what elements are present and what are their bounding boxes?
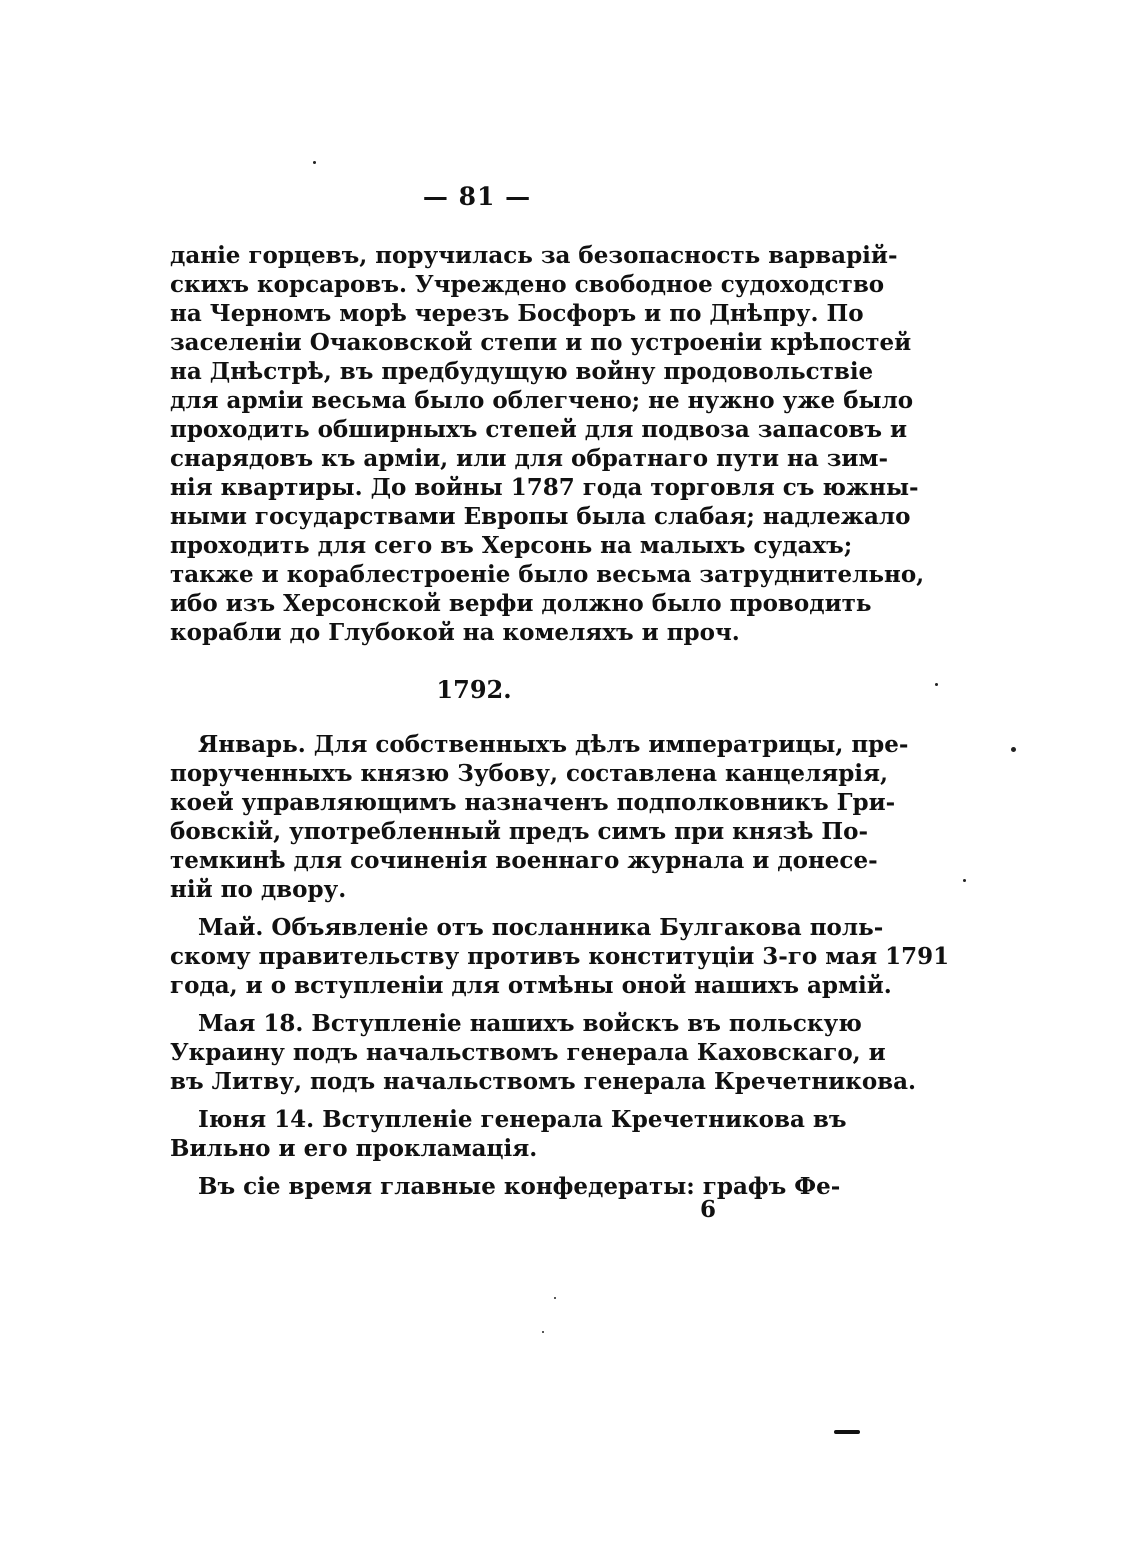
text-line: также и кораблестроеніе было весьма затруднительно, [170,561,925,588]
text-line: для арміи весьма было облегчено; не нужно уже было [170,387,914,414]
entry-june-14 [170,1105,847,1163]
entry-january [170,730,909,904]
text-line: года, и о вступленіи для отмѣны оной нашихъ армій. [170,972,892,999]
scan-dash-mark [834,1430,860,1434]
text-line: проходить для сего въ Херсонь на малыхъ судахъ; [170,532,853,559]
year-heading: 1792. [436,675,512,704]
text-line: ибо изъ Херсонской верфи должно было проводить [170,590,872,617]
scan-speck [313,161,316,164]
scan-speck [1011,747,1016,752]
text-line: Іюня 14. Вступленіе генерала Кречетникова въ [198,1106,847,1133]
text-line: скихъ корсаровъ. Учреждено свободное судоходство [170,271,885,298]
text-line: на Днѣстрѣ, въ предбудущую войну продовольствіе [170,358,874,385]
text-line: Январь. Для собственныхъ дѣлъ императрицы, пре- [198,731,909,758]
text-line: коей управляющимъ назначенъ подполковникъ Гри- [170,789,896,816]
text-line: Мая 18. Вступленіе нашихъ войскъ въ польскую [198,1010,862,1037]
text-line: ній по двору. [170,876,347,903]
scan-speck [542,1331,544,1333]
text-line: Вильно и его прокламація. [170,1135,538,1162]
text-line: проходить обширныхъ степей для подвоза запасовъ и [170,416,908,443]
signature-mark: 6 [700,1196,717,1223]
text-line: темкинѣ для сочиненія военнаго журнала и донесе- [170,847,878,874]
scan-speck [554,1297,556,1299]
text-line: нія квартиры. До войны 1787 года торговля съ южны- [170,474,919,501]
text-line: на Черномъ морѣ черезъ Босфоръ и по Днѣпру. По [170,300,864,327]
scan-speck [935,683,938,686]
text-line: Май. Объявленіе отъ посланника Булгакова поль- [198,914,884,941]
text-line: даніе горцевъ, поручилась за безопасность варварій- [170,242,898,269]
text-line: корабли до Глубокой на комеляхъ и проч. [170,619,740,646]
text-line: Въ сіе время главные конфедераты: графъ Фе- [198,1173,841,1200]
text-line: бовскій, употребленный предъ симъ при князѣ По- [170,818,869,845]
text-line: заселеніи Очаковской степи и по устроеніи крѣпостей [170,329,912,356]
chronicle-entries [170,730,950,1210]
text-line: Украину подъ начальствомъ генерала Каховскаго, и [170,1039,886,1066]
text-line: ными государствами Европы была слабая; надлежало [170,503,911,530]
text-line: въ Литву, подъ начальствомъ генерала Кречетникова. [170,1068,917,1095]
intro-paragraph [170,241,925,647]
entry-confederates [170,1172,841,1201]
scan-speck [963,879,966,882]
text-line: порученныхъ князю Зубову, составлена канцелярія, [170,760,889,787]
text-line: снарядовъ къ арміи, или для обратнаго пути на зим- [170,445,889,472]
entry-may-18 [170,1009,917,1096]
entry-may [170,913,950,1000]
text-line: скому правительству противъ конституціи 3-го мая 1791 [170,943,950,970]
page-number: — 81 — [422,182,532,211]
